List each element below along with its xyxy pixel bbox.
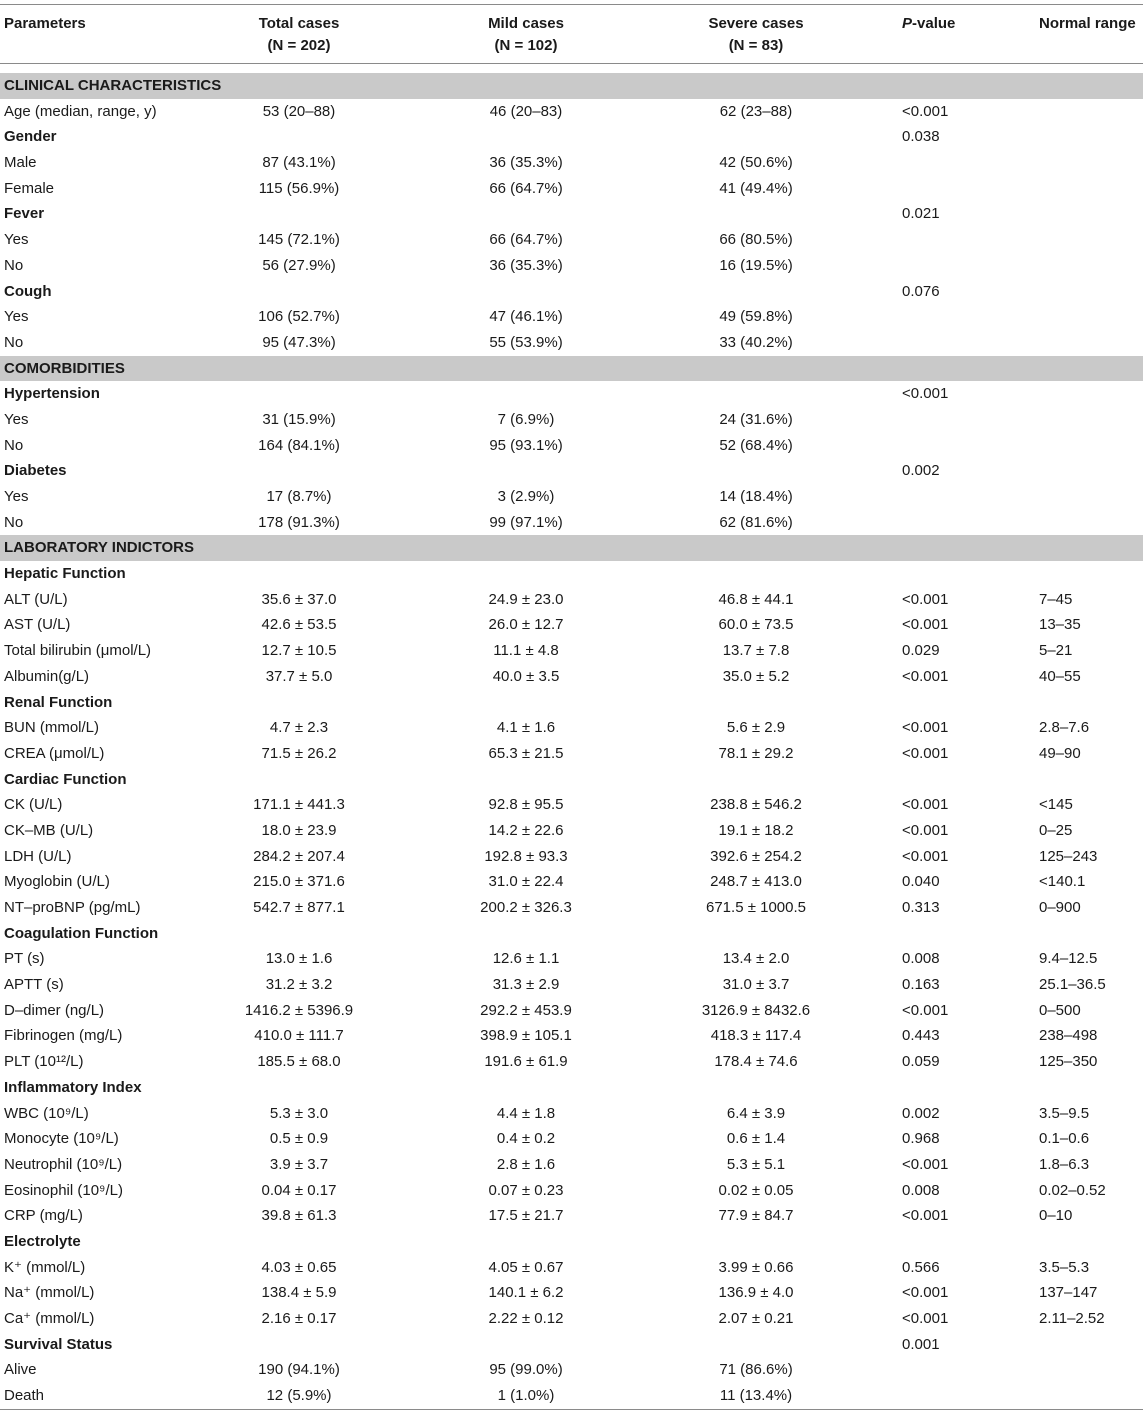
table-body bbox=[0, 73, 1143, 1409]
normal-range-cell: 125–350 bbox=[1039, 1053, 1098, 1071]
total-cell: 4.7 ± 2.3 bbox=[269, 719, 329, 737]
normal-range-cell: 238–498 bbox=[1039, 1027, 1098, 1045]
table-row bbox=[0, 1178, 1143, 1204]
total-cell: 35.6 ± 37.0 bbox=[261, 590, 337, 608]
total-cell: 18.0 ± 23.9 bbox=[261, 821, 337, 839]
severe-cell: 77.9 ± 84.7 bbox=[718, 1207, 794, 1225]
total-cell: 164 (84.1%) bbox=[258, 436, 340, 454]
pvalue-cell: 0.443 bbox=[902, 1027, 940, 1045]
severe-cell: 11 (13.4%) bbox=[719, 1387, 793, 1405]
row-label: Monocyte (10⁹/L) bbox=[4, 1130, 119, 1148]
row-label: CK (U/L) bbox=[4, 796, 63, 814]
mild-cell: 140.1 ± 6.2 bbox=[488, 1284, 564, 1302]
pvalue-cell: <0.001 bbox=[902, 1310, 949, 1327]
table-row bbox=[0, 792, 1143, 818]
row-label: Gender bbox=[4, 128, 57, 146]
severe-cell: 31.0 ± 3.7 bbox=[722, 976, 790, 994]
mild-cell: 0.4 ± 0.2 bbox=[496, 1130, 556, 1148]
total-cell: 171.1 ± 441.3 bbox=[253, 796, 345, 814]
severe-cell: 178.4 ± 74.6 bbox=[714, 1053, 798, 1071]
mild-cell: 191.6 ± 61.9 bbox=[484, 1053, 568, 1071]
mild-cell: 31.3 ± 2.9 bbox=[492, 976, 560, 994]
pvalue-cell: <0.001 bbox=[902, 719, 949, 737]
row-label: D–dimer (ng/L) bbox=[4, 1001, 105, 1019]
bottom-rule bbox=[0, 1409, 1143, 1410]
normal-range-cell: 25.1–36.5 bbox=[1039, 976, 1106, 994]
normal-range-cell: 1.8–6.3 bbox=[1039, 1155, 1090, 1173]
header-mild-n: (N = 102) bbox=[494, 37, 558, 54]
total-cell: 215.0 ± 371.6 bbox=[253, 873, 345, 891]
severe-cell: 62 (23–88) bbox=[719, 102, 793, 120]
total-cell: 185.5 ± 68.0 bbox=[257, 1053, 341, 1071]
mild-cell: 4.05 ± 0.67 bbox=[488, 1258, 564, 1276]
severe-cell: 14 (18.4%) bbox=[719, 488, 793, 505]
total-cell: 138.4 ± 5.9 bbox=[261, 1284, 337, 1302]
pvalue-cell: 0.008 bbox=[902, 950, 940, 968]
total-cell: 12 (5.9%) bbox=[266, 1387, 332, 1405]
total-cell: 87 (43.1%) bbox=[262, 154, 336, 172]
pvalue-cell: 0.076 bbox=[902, 282, 940, 300]
row-label: Yes bbox=[4, 410, 29, 428]
mild-cell: 36 (35.3%) bbox=[489, 256, 563, 274]
mild-cell: 192.8 ± 93.3 bbox=[484, 847, 568, 865]
severe-cell: 5.3 ± 5.1 bbox=[726, 1155, 786, 1173]
total-cell: 56 (27.9%) bbox=[262, 256, 336, 274]
table-row bbox=[0, 1383, 1143, 1409]
table-row bbox=[0, 176, 1143, 202]
pvalue-cell: <0.001 bbox=[902, 796, 949, 814]
table-row bbox=[0, 612, 1143, 638]
total-cell: 3.9 ± 3.7 bbox=[269, 1155, 329, 1173]
group-header-row bbox=[0, 458, 1143, 484]
row-label: COMORBIDITIES bbox=[4, 359, 125, 377]
pvalue-cell: 0.038 bbox=[902, 128, 940, 146]
mild-cell: 46 (20–83) bbox=[489, 102, 563, 120]
header-normal: Normal range bbox=[1039, 15, 1136, 32]
pvalue-cell: <0.001 bbox=[902, 821, 949, 839]
table-row bbox=[0, 587, 1143, 613]
row-label: No bbox=[4, 436, 24, 454]
row-label: No bbox=[4, 513, 24, 531]
mild-cell: 3 (2.9%) bbox=[497, 488, 555, 505]
row-label: BUN (mmol/L) bbox=[4, 719, 100, 737]
table-row bbox=[0, 253, 1143, 279]
header-total-n: (N = 202) bbox=[267, 37, 331, 54]
row-label: K⁺ (mmol/L) bbox=[4, 1258, 86, 1276]
pvalue-cell: <0.001 bbox=[902, 1155, 949, 1173]
severe-cell: 49 (59.8%) bbox=[719, 308, 793, 326]
mild-cell: 4.1 ± 1.6 bbox=[496, 719, 556, 737]
total-cell: 190 (94.1%) bbox=[258, 1361, 340, 1379]
table-row bbox=[0, 1203, 1143, 1229]
table-row bbox=[0, 998, 1143, 1024]
header-pvalue-rest: -value bbox=[912, 15, 956, 32]
severe-cell: 41 (49.4%) bbox=[719, 179, 793, 197]
severe-cell: 35.0 ± 5.2 bbox=[722, 667, 790, 685]
row-label: AST (U/L) bbox=[4, 616, 71, 634]
row-label: Male bbox=[4, 154, 37, 172]
severe-cell: 2.07 ± 0.21 bbox=[718, 1310, 794, 1327]
header-severe bbox=[646, 13, 866, 57]
table-row bbox=[0, 510, 1143, 536]
row-label: Yes bbox=[4, 488, 29, 505]
severe-cell: 238.8 ± 546.2 bbox=[710, 796, 802, 814]
normal-range-cell: 0–500 bbox=[1039, 1001, 1081, 1019]
header-mild-label: Mild cases bbox=[488, 15, 564, 32]
row-label: Renal Function bbox=[4, 693, 113, 711]
severe-cell: 62 (81.6%) bbox=[719, 513, 793, 531]
table-row bbox=[0, 972, 1143, 998]
total-cell: 95 (47.3%) bbox=[262, 333, 336, 351]
section-header-row bbox=[0, 73, 1143, 99]
pvalue-cell: <0.001 bbox=[902, 847, 949, 865]
group-header-row bbox=[0, 1075, 1143, 1101]
row-label: Death bbox=[4, 1387, 45, 1405]
table-row bbox=[0, 330, 1143, 356]
severe-cell: 671.5 ± 1000.5 bbox=[706, 899, 806, 916]
mild-cell: 2.22 ± 0.12 bbox=[488, 1310, 564, 1327]
table-row bbox=[0, 1101, 1143, 1127]
severe-cell: 42 (50.6%) bbox=[719, 154, 793, 172]
clinical-table bbox=[0, 4, 1143, 1410]
total-cell: 39.8 ± 61.3 bbox=[261, 1207, 337, 1225]
pvalue-cell: 0.566 bbox=[902, 1258, 940, 1276]
pvalue-cell: 0.059 bbox=[902, 1053, 940, 1071]
row-label: APTT (s) bbox=[4, 976, 64, 994]
total-cell: 31.2 ± 3.2 bbox=[265, 976, 333, 994]
severe-cell: 46.8 ± 44.1 bbox=[718, 590, 794, 608]
table-row bbox=[0, 1152, 1143, 1178]
normal-range-cell: 0–25 bbox=[1039, 821, 1073, 839]
mild-cell: 92.8 ± 95.5 bbox=[488, 796, 564, 814]
row-label: Inflammatory Index bbox=[4, 1078, 142, 1096]
total-cell: 17 (8.7%) bbox=[266, 488, 332, 505]
table-row bbox=[0, 1023, 1143, 1049]
severe-cell: 24 (31.6%) bbox=[719, 410, 793, 428]
header-parameters: Parameters bbox=[4, 15, 86, 32]
normal-range-cell: 0.02–0.52 bbox=[1039, 1181, 1106, 1199]
normal-range-cell: 0.1–0.6 bbox=[1039, 1130, 1090, 1148]
row-label: Diabetes bbox=[4, 462, 67, 480]
mild-cell: 47 (46.1%) bbox=[489, 308, 563, 326]
normal-range-cell: 0–900 bbox=[1039, 899, 1081, 916]
mild-cell: 17.5 ± 21.7 bbox=[488, 1207, 564, 1225]
header-mild bbox=[416, 13, 636, 57]
normal-range-cell: 9.4–12.5 bbox=[1039, 950, 1098, 968]
row-label: CK–MB (U/L) bbox=[4, 821, 94, 839]
total-cell: 53 (20–88) bbox=[262, 102, 336, 120]
table-row bbox=[0, 638, 1143, 664]
mild-cell: 95 (99.0%) bbox=[489, 1361, 563, 1379]
mild-cell: 65.3 ± 21.5 bbox=[488, 744, 564, 762]
normal-range-cell: 3.5–9.5 bbox=[1039, 1104, 1090, 1122]
pvalue-cell: 0.002 bbox=[902, 462, 940, 480]
severe-cell: 78.1 ± 29.2 bbox=[718, 744, 794, 762]
normal-range-cell: 3.5–5.3 bbox=[1039, 1258, 1090, 1276]
header-total bbox=[189, 13, 409, 57]
normal-range-cell: 5–21 bbox=[1039, 642, 1073, 660]
header-total-label: Total cases bbox=[258, 15, 340, 32]
pvalue-cell: <0.001 bbox=[902, 667, 949, 685]
mild-cell: 31.0 ± 22.4 bbox=[488, 873, 564, 891]
normal-range-cell: 49–90 bbox=[1039, 744, 1081, 762]
row-label: Fibrinogen (mg/L) bbox=[4, 1027, 123, 1045]
mild-cell: 36 (35.3%) bbox=[489, 154, 563, 172]
total-cell: 71.5 ± 26.2 bbox=[261, 744, 337, 762]
normal-range-cell: <145 bbox=[1039, 796, 1073, 814]
table-row bbox=[0, 433, 1143, 459]
mild-cell: 24.9 ± 23.0 bbox=[488, 590, 564, 608]
total-cell: 42.6 ± 53.5 bbox=[261, 616, 337, 634]
total-cell: 284.2 ± 207.4 bbox=[253, 847, 345, 865]
mild-cell: 7 (6.9%) bbox=[497, 410, 555, 428]
normal-range-cell: 2.11–2.52 bbox=[1039, 1310, 1105, 1327]
header-severe-n: (N = 83) bbox=[728, 37, 784, 54]
total-cell: 542.7 ± 877.1 bbox=[253, 899, 345, 916]
row-label: CRP (mg/L) bbox=[4, 1207, 83, 1225]
mild-cell: 99 (97.1%) bbox=[489, 513, 563, 531]
row-label: PLT (10¹²/L) bbox=[4, 1053, 84, 1071]
mild-cell: 14.2 ± 22.6 bbox=[488, 821, 564, 839]
severe-cell: 33 (40.2%) bbox=[719, 333, 793, 351]
group-header-row bbox=[0, 201, 1143, 227]
row-label: Myoglobin (U/L) bbox=[4, 873, 110, 891]
normal-range-cell: 13–35 bbox=[1039, 616, 1081, 634]
total-cell: 37.7 ± 5.0 bbox=[265, 667, 333, 685]
total-cell: 13.0 ± 1.6 bbox=[265, 950, 333, 968]
row-label: Neutrophil (10⁹/L) bbox=[4, 1155, 123, 1173]
row-label: WBC (10⁹/L) bbox=[4, 1104, 89, 1122]
severe-cell: 418.3 ± 117.4 bbox=[710, 1027, 802, 1045]
mild-cell: 95 (93.1%) bbox=[489, 436, 563, 454]
pvalue-cell: <0.001 bbox=[902, 744, 949, 762]
mild-cell: 55 (53.9%) bbox=[489, 333, 563, 351]
mild-cell: 200.2 ± 326.3 bbox=[480, 899, 572, 916]
row-label: Yes bbox=[4, 231, 29, 249]
row-label: Cough bbox=[4, 282, 52, 300]
total-cell: 12.7 ± 10.5 bbox=[261, 642, 337, 660]
table-row bbox=[0, 741, 1143, 767]
group-header-row bbox=[0, 124, 1143, 150]
pvalue-cell: <0.001 bbox=[902, 1207, 949, 1225]
mild-cell: 4.4 ± 1.8 bbox=[496, 1104, 556, 1122]
table-row bbox=[0, 1126, 1143, 1152]
group-header-row bbox=[0, 921, 1143, 947]
mild-cell: 1 (1.0%) bbox=[497, 1387, 555, 1405]
row-label: Eosinophil (10⁹/L) bbox=[4, 1181, 123, 1199]
severe-cell: 66 (80.5%) bbox=[719, 231, 793, 249]
row-label: Hypertension bbox=[4, 385, 100, 403]
severe-cell: 136.9 ± 4.0 bbox=[718, 1284, 794, 1302]
row-label: Electrolyte bbox=[4, 1232, 81, 1250]
row-label: CLINICAL CHARACTERISTICS bbox=[4, 77, 222, 94]
table-row bbox=[0, 844, 1143, 870]
header-severe-label: Severe cases bbox=[708, 15, 804, 32]
severe-cell: 13.4 ± 2.0 bbox=[722, 950, 790, 968]
row-label: Survival Status bbox=[4, 1335, 113, 1353]
pvalue-cell: 0.021 bbox=[902, 205, 940, 223]
row-label: ALT (U/L) bbox=[4, 590, 68, 608]
table-row bbox=[0, 1306, 1143, 1332]
pvalue-cell: <0.001 bbox=[902, 1001, 949, 1019]
normal-range-cell: 2.8–7.6 bbox=[1039, 719, 1090, 737]
severe-cell: 60.0 ± 73.5 bbox=[718, 616, 794, 634]
header-pvalue-italic: P bbox=[902, 15, 913, 32]
pvalue-cell: 0.001 bbox=[902, 1335, 940, 1353]
group-header-row bbox=[0, 381, 1143, 407]
header-pvalue bbox=[902, 13, 955, 35]
mild-cell: 12.6 ± 1.1 bbox=[492, 950, 560, 968]
normal-range-cell: 0–10 bbox=[1039, 1207, 1073, 1225]
row-label: Alive bbox=[4, 1361, 37, 1379]
total-cell: 0.04 ± 0.17 bbox=[261, 1181, 337, 1199]
group-header-row bbox=[0, 1229, 1143, 1255]
severe-cell: 3.99 ± 0.66 bbox=[718, 1258, 794, 1276]
severe-cell: 392.6 ± 254.2 bbox=[710, 847, 802, 865]
severe-cell: 71 (86.6%) bbox=[719, 1361, 793, 1379]
total-cell: 0.5 ± 0.9 bbox=[269, 1130, 329, 1148]
pvalue-cell: 0.002 bbox=[902, 1104, 940, 1122]
table-row bbox=[0, 1049, 1143, 1075]
table-row bbox=[0, 946, 1143, 972]
pvalue-cell: <0.001 bbox=[902, 590, 949, 608]
group-header-row bbox=[0, 279, 1143, 305]
mild-cell: 2.8 ± 1.6 bbox=[496, 1155, 556, 1173]
group-header-row bbox=[0, 561, 1143, 587]
total-cell: 2.16 ± 0.17 bbox=[261, 1310, 337, 1327]
row-label: LDH (U/L) bbox=[4, 847, 72, 865]
table-row bbox=[0, 484, 1143, 510]
row-label: Cardiac Function bbox=[4, 770, 127, 788]
row-label: LABORATORY INDICTORS bbox=[4, 539, 195, 557]
row-label: NT–proBNP (pg/mL) bbox=[4, 899, 141, 916]
total-cell: 410.0 ± 111.7 bbox=[254, 1027, 344, 1045]
table-row bbox=[0, 99, 1143, 125]
pvalue-cell: 0.008 bbox=[902, 1181, 940, 1199]
table-row bbox=[0, 304, 1143, 330]
table-row bbox=[0, 407, 1143, 433]
total-cell: 4.03 ± 0.65 bbox=[261, 1258, 337, 1276]
table-row bbox=[0, 818, 1143, 844]
mild-cell: 40.0 ± 3.5 bbox=[492, 667, 560, 685]
severe-cell: 3126.9 ± 8432.6 bbox=[701, 1001, 811, 1019]
table-row bbox=[0, 664, 1143, 690]
row-label: CREA (μmol/L) bbox=[4, 744, 105, 762]
row-label: Ca⁺ (mmol/L) bbox=[4, 1310, 95, 1327]
severe-cell: 6.4 ± 3.9 bbox=[726, 1104, 786, 1122]
total-cell: 1416.2 ± 5396.9 bbox=[244, 1001, 354, 1019]
total-cell: 145 (72.1%) bbox=[258, 231, 340, 249]
group-header-row bbox=[0, 767, 1143, 793]
row-label: Yes bbox=[4, 308, 29, 326]
header-spacer bbox=[0, 64, 1143, 73]
table-row bbox=[0, 1280, 1143, 1306]
group-header-row bbox=[0, 690, 1143, 716]
table-row bbox=[0, 869, 1143, 895]
row-label: Coagulation Function bbox=[4, 924, 159, 942]
normal-range-cell: 125–243 bbox=[1039, 847, 1098, 865]
mild-cell: 0.07 ± 0.23 bbox=[488, 1181, 564, 1199]
total-cell: 115 (56.9%) bbox=[258, 179, 340, 197]
pvalue-cell: <0.001 bbox=[902, 1284, 949, 1302]
pvalue-cell: 0.313 bbox=[902, 899, 940, 916]
mild-cell: 66 (64.7%) bbox=[489, 179, 563, 197]
pvalue-cell: <0.001 bbox=[902, 616, 949, 634]
mild-cell: 26.0 ± 12.7 bbox=[488, 616, 564, 634]
pvalue-cell: 0.163 bbox=[902, 976, 940, 994]
table-row bbox=[0, 895, 1143, 921]
table-row bbox=[0, 715, 1143, 741]
pvalue-cell: 0.040 bbox=[902, 873, 940, 891]
severe-cell: 0.6 ± 1.4 bbox=[726, 1130, 786, 1148]
row-label: Total bilirubin (μmol/L) bbox=[4, 642, 152, 660]
table-row bbox=[0, 1255, 1143, 1281]
pvalue-cell: <0.001 bbox=[902, 385, 949, 403]
section-header-row bbox=[0, 535, 1143, 561]
pvalue-cell: 0.968 bbox=[902, 1130, 940, 1148]
row-label: Fever bbox=[4, 205, 45, 223]
pvalue-cell: <0.001 bbox=[902, 102, 949, 120]
table-row bbox=[0, 150, 1143, 176]
normal-range-cell: 7–45 bbox=[1039, 590, 1073, 608]
row-label: No bbox=[4, 333, 24, 351]
group-header-row bbox=[0, 1332, 1143, 1358]
total-cell: 5.3 ± 3.0 bbox=[269, 1104, 329, 1122]
mild-cell: 292.2 ± 453.9 bbox=[480, 1001, 572, 1019]
severe-cell: 0.02 ± 0.05 bbox=[718, 1181, 794, 1199]
row-label: Na⁺ (mmol/L) bbox=[4, 1284, 95, 1302]
severe-cell: 52 (68.4%) bbox=[719, 436, 793, 454]
total-cell: 178 (91.3%) bbox=[258, 513, 340, 531]
row-label: Female bbox=[4, 179, 55, 197]
severe-cell: 19.1 ± 18.2 bbox=[718, 821, 794, 839]
total-cell: 31 (15.9%) bbox=[262, 410, 336, 428]
table-row bbox=[0, 1357, 1143, 1383]
mild-cell: 398.9 ± 105.1 bbox=[480, 1027, 572, 1045]
row-label: No bbox=[4, 256, 24, 274]
row-label: Albumin(g/L) bbox=[4, 667, 90, 685]
table-row bbox=[0, 227, 1143, 253]
row-label: PT (s) bbox=[4, 950, 45, 968]
row-label: Hepatic Function bbox=[4, 565, 126, 583]
row-label: Age (median, range, y) bbox=[4, 102, 157, 120]
normal-range-cell: 40–55 bbox=[1039, 667, 1081, 685]
severe-cell: 248.7 ± 413.0 bbox=[710, 873, 802, 891]
section-header-row bbox=[0, 356, 1143, 382]
severe-cell: 5.6 ± 2.9 bbox=[726, 719, 786, 737]
mild-cell: 66 (64.7%) bbox=[489, 231, 563, 249]
severe-cell: 13.7 ± 7.8 bbox=[722, 642, 790, 660]
severe-cell: 16 (19.5%) bbox=[719, 256, 793, 274]
normal-range-cell: <140.1 bbox=[1039, 873, 1086, 891]
table-header bbox=[0, 5, 1143, 63]
pvalue-cell: 0.029 bbox=[902, 642, 940, 660]
mild-cell: 11.1 ± 4.8 bbox=[493, 642, 559, 660]
total-cell: 106 (52.7%) bbox=[258, 308, 340, 326]
normal-range-cell: 137–147 bbox=[1039, 1284, 1098, 1302]
